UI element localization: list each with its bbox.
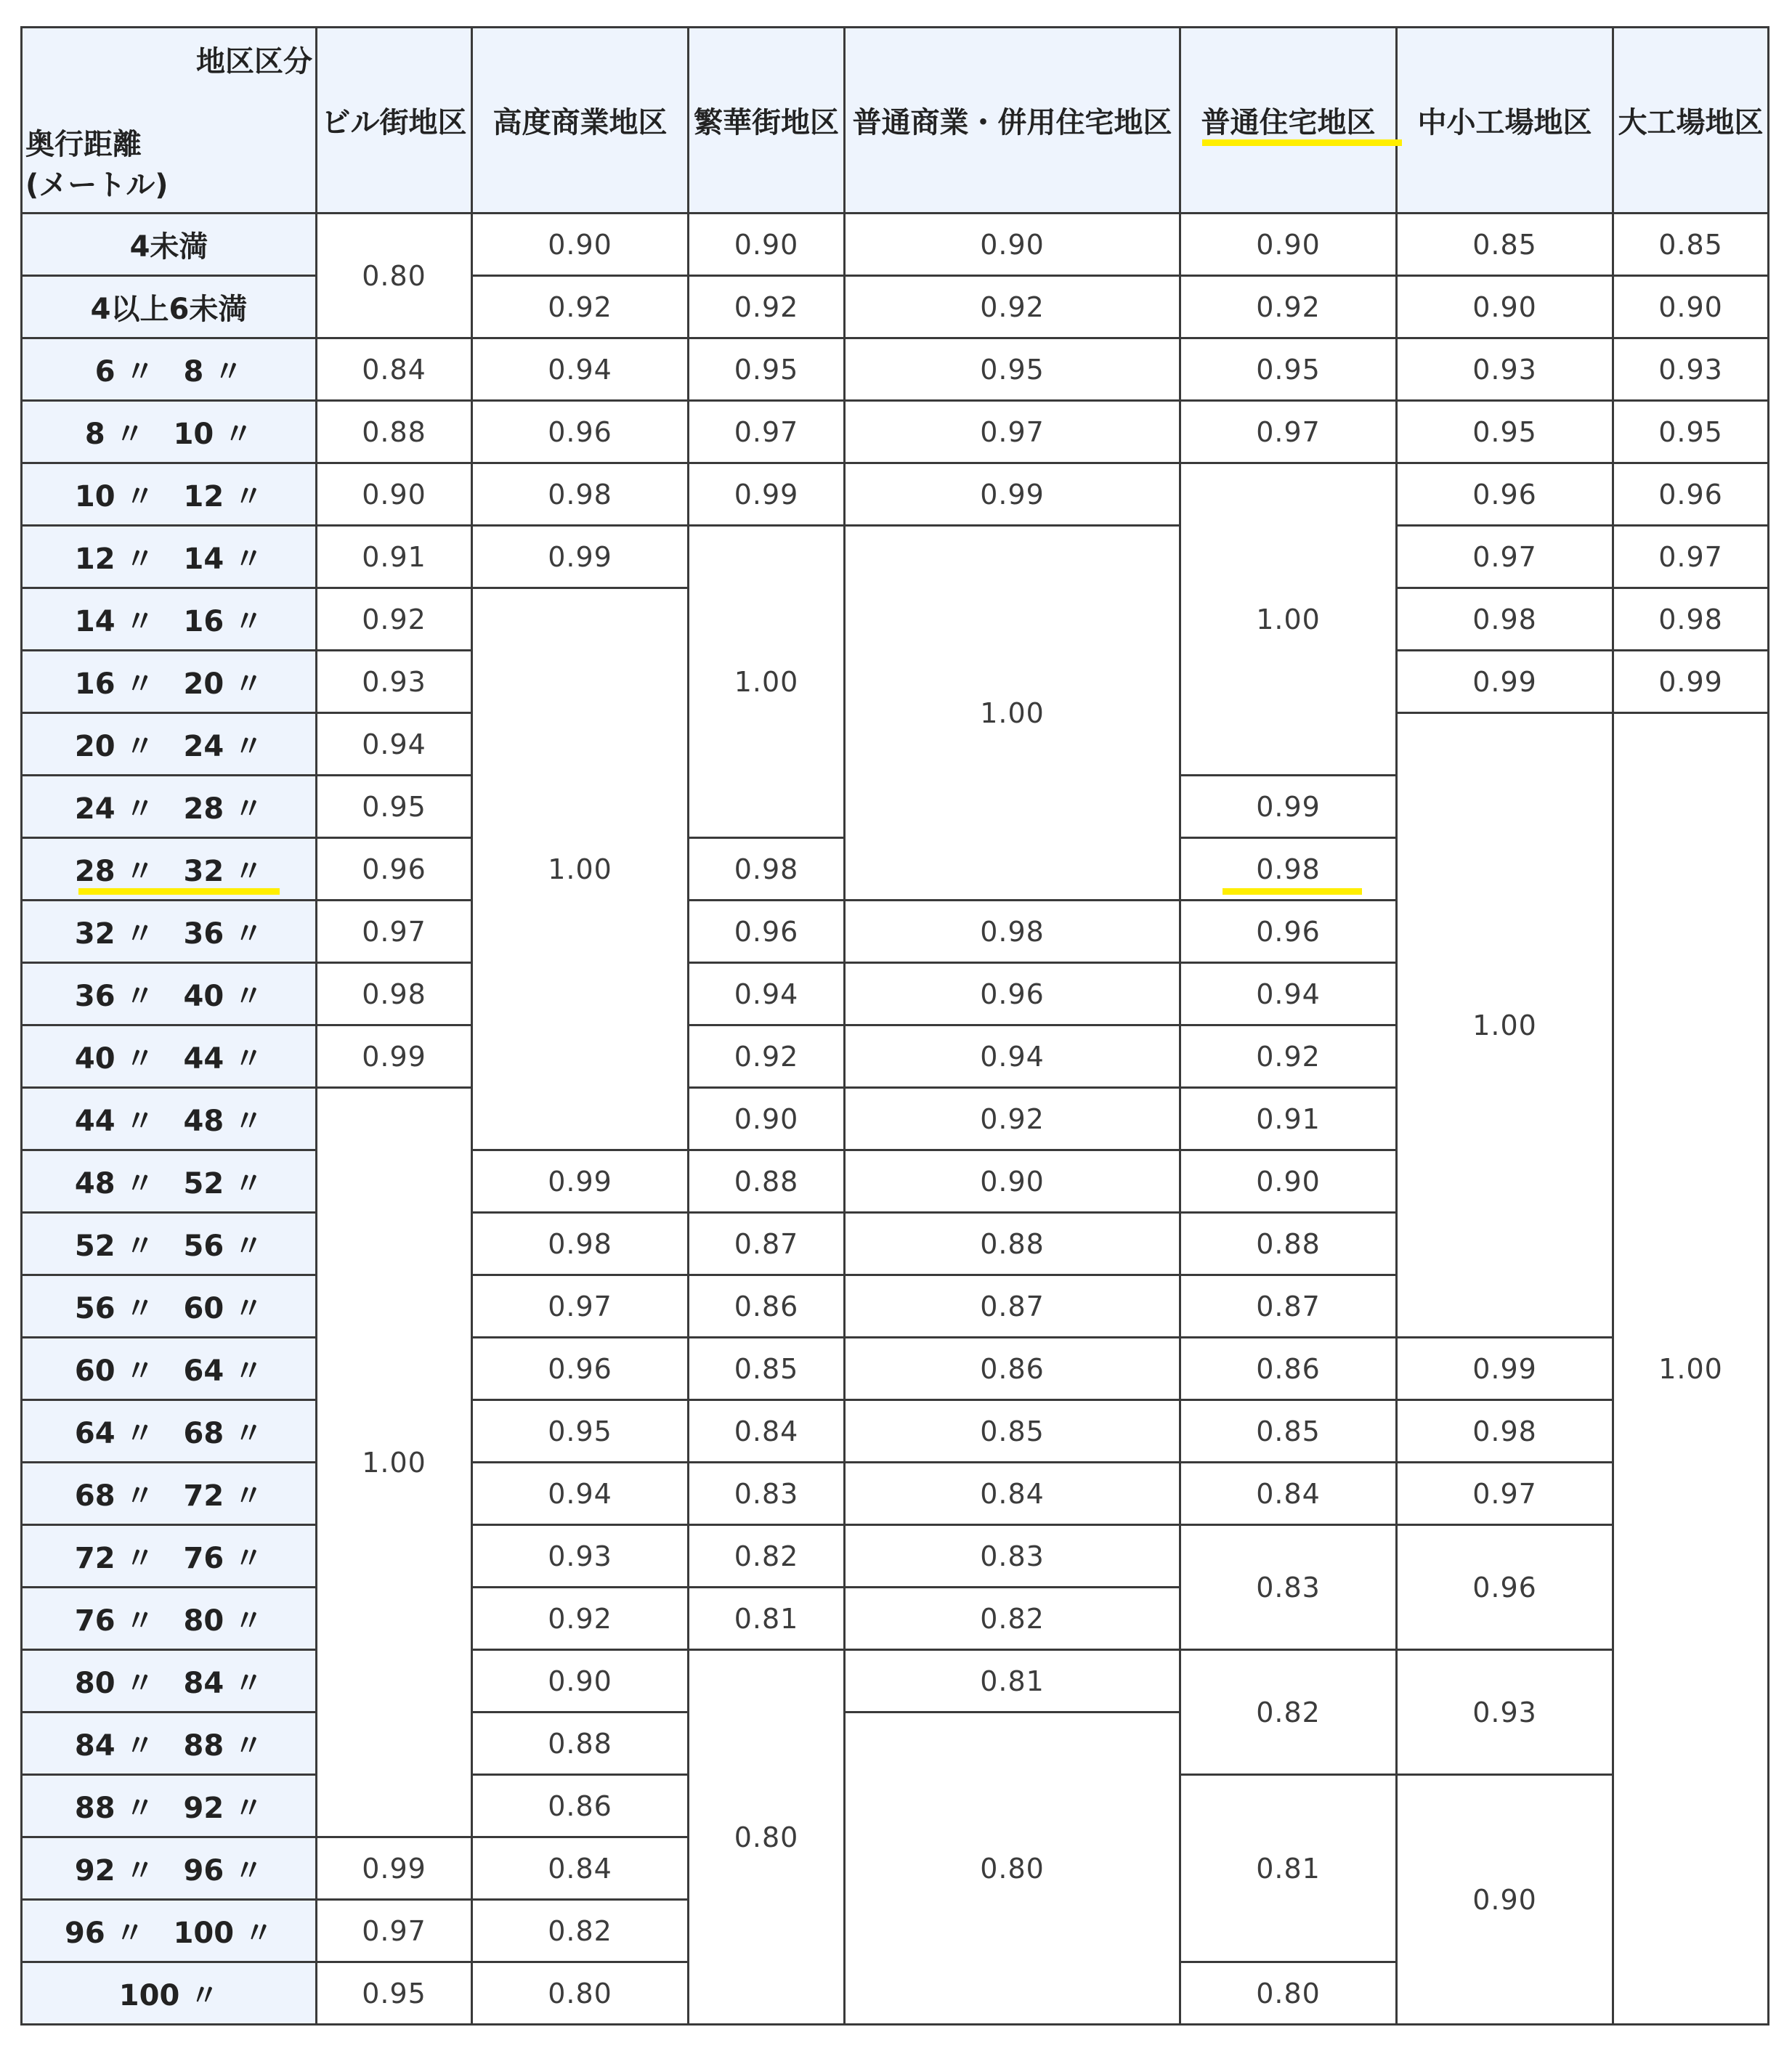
table-cell: 0.92 (689, 1025, 845, 1088)
table-cell: 0.92 (472, 276, 689, 338)
table-cell: 0.92 (845, 1088, 1180, 1150)
row-header: 16 〃 20 〃 (22, 651, 317, 713)
table-cell: 0.95 (1397, 401, 1613, 463)
col-header-ordinary-commercial-district: 普通商業・併用住宅地区 (845, 28, 1180, 214)
table-cell: 0.92 (472, 1588, 689, 1650)
table-cell: 0.90 (472, 1650, 689, 1712)
table-cell: 0.87 (845, 1275, 1180, 1338)
depth-adjustment-rate-table (20, 26, 1769, 2026)
table-cell: 0.85 (1180, 1400, 1397, 1463)
row-header: 100 〃 (22, 1962, 317, 2025)
table-cell: 0.99 (845, 463, 1180, 526)
row-header: 28 〃 32 〃 (22, 838, 317, 901)
table-cell: 0.95 (317, 1962, 472, 2025)
table-cell: 0.90 (317, 463, 472, 526)
table-cell: 0.93 (1397, 1650, 1613, 1775)
table-cell: 0.98 (472, 1213, 689, 1275)
table-cell: 0.97 (1397, 1463, 1613, 1525)
table-cell: 0.94 (472, 338, 689, 401)
table-cell: 0.88 (1180, 1213, 1397, 1275)
table-cell: 0.82 (1180, 1650, 1397, 1775)
table-cell: 0.81 (845, 1650, 1180, 1712)
table-cell: 0.94 (317, 713, 472, 776)
table-cell: 0.90 (845, 214, 1180, 276)
table-cell: 0.90 (1397, 1775, 1613, 2025)
row-header: 14 〃 16 〃 (22, 588, 317, 651)
table-cell: 1.00 (472, 588, 689, 1150)
col-header-small-factory-district: 中小工場地区 (1397, 28, 1613, 214)
corner-depth-label: 奥行距離 (25, 128, 142, 161)
highlight-underline-value-098 (1223, 888, 1362, 895)
row-header: 60 〃 64 〃 (22, 1338, 317, 1400)
table-cell: 0.82 (689, 1525, 845, 1588)
row-header: 24 〃 28 〃 (22, 776, 317, 838)
header-corner-cell (22, 28, 317, 214)
table-cell: 0.99 (1397, 651, 1613, 713)
table-row (22, 1400, 1769, 1463)
col-header-high-commercial-district: 高度商業地区 (472, 28, 689, 214)
table-cell: 0.98 (1397, 1400, 1613, 1463)
table-cell: 0.90 (689, 1088, 845, 1150)
table-cell: 0.93 (472, 1525, 689, 1588)
table-cell: 0.97 (1613, 526, 1769, 588)
row-header: 56 〃 60 〃 (22, 1275, 317, 1338)
table-row (22, 338, 1769, 401)
row-header: 44 〃 48 〃 (22, 1088, 317, 1150)
row-header: 4未満 (22, 214, 317, 276)
table-cell: 0.86 (845, 1338, 1180, 1400)
table-cell: 0.93 (1397, 338, 1613, 401)
row-header: 40 〃 44 〃 (22, 1025, 317, 1088)
table-cell: 0.90 (1397, 276, 1613, 338)
table-cell: 0.88 (317, 401, 472, 463)
table-cell: 0.98 (1180, 838, 1397, 901)
table-cell: 0.91 (317, 526, 472, 588)
table-cell: 0.80 (472, 1962, 689, 2025)
table-cell: 0.93 (317, 651, 472, 713)
table-cell: 0.95 (845, 338, 1180, 401)
table-cell: 1.00 (1613, 713, 1769, 2025)
row-header: 88 〃 92 〃 (22, 1775, 317, 1837)
table-cell: 0.85 (845, 1400, 1180, 1463)
table-cell: 0.92 (1180, 276, 1397, 338)
table-cell: 0.90 (845, 1150, 1180, 1213)
col-header-downtown-district: 繁華街地区 (689, 28, 845, 214)
table-cell: 0.97 (845, 401, 1180, 463)
table-cell: 0.90 (472, 214, 689, 276)
table-cell: 0.98 (1397, 588, 1613, 651)
table-cell: 0.86 (1180, 1338, 1397, 1400)
table-cell: 0.86 (689, 1275, 845, 1338)
table-cell: 0.94 (472, 1463, 689, 1525)
table-row (22, 1463, 1769, 1525)
table-cell: 1.00 (845, 526, 1180, 901)
table-cell: 0.83 (845, 1525, 1180, 1588)
table-cell: 0.94 (689, 963, 845, 1025)
table-cell: 0.94 (845, 1025, 1180, 1088)
table-cell: 0.90 (1180, 1150, 1397, 1213)
depth-adjustment-table-container (20, 26, 1769, 2026)
table-cell: 0.84 (317, 338, 472, 401)
table-cell: 0.97 (472, 1275, 689, 1338)
table-cell: 0.84 (472, 1837, 689, 1900)
table-cell: 0.88 (472, 1712, 689, 1775)
table-cell: 0.97 (689, 401, 845, 463)
table-cell: 0.87 (689, 1213, 845, 1275)
table-cell: 0.85 (1397, 214, 1613, 276)
corner-unit-label: (メートル) (25, 168, 169, 202)
highlight-underline-residential-header (1202, 139, 1402, 146)
table-cell: 0.97 (1180, 401, 1397, 463)
row-header: 32 〃 36 〃 (22, 901, 317, 963)
row-header: 68 〃 72 〃 (22, 1463, 317, 1525)
row-header: 96 〃 100 〃 (22, 1900, 317, 1962)
table-cell: 0.97 (1397, 526, 1613, 588)
table-cell: 0.96 (472, 401, 689, 463)
table-cell: 0.99 (317, 1025, 472, 1088)
table-cell: 0.98 (845, 901, 1180, 963)
table-cell: 0.88 (845, 1213, 1180, 1275)
col-header-ordinary-residential-district: 普通住宅地区 (1180, 28, 1397, 214)
row-header: 8 〃 10 〃 (22, 401, 317, 463)
table-cell: 0.94 (1180, 963, 1397, 1025)
row-header: 10 〃 12 〃 (22, 463, 317, 526)
table-cell: 1.00 (317, 1088, 472, 1837)
table-cell: 0.99 (317, 1837, 472, 1900)
table-cell: 0.95 (689, 338, 845, 401)
table-cell: 0.95 (472, 1400, 689, 1463)
table-cell: 0.91 (1180, 1088, 1397, 1150)
table-cell: 0.90 (1613, 276, 1769, 338)
table-cell: 0.84 (1180, 1463, 1397, 1525)
table-cell: 0.88 (689, 1150, 845, 1213)
table-cell: 0.95 (1180, 338, 1397, 401)
table-cell: 0.98 (689, 838, 845, 901)
row-header: 52 〃 56 〃 (22, 1213, 317, 1275)
table-cell: 0.84 (689, 1400, 845, 1463)
table-cell: 0.80 (845, 1712, 1180, 2025)
table-cell: 0.99 (1180, 776, 1397, 838)
row-header: 76 〃 80 〃 (22, 1588, 317, 1650)
table-cell: 0.98 (317, 963, 472, 1025)
table-row (22, 1650, 1769, 1712)
table-row (22, 214, 1769, 276)
table-cell: 0.85 (1613, 214, 1769, 276)
table-row (22, 1525, 1769, 1588)
table-cell: 0.99 (1613, 651, 1769, 713)
row-header: 6 〃 8 〃 (22, 338, 317, 401)
table-cell: 0.83 (1180, 1525, 1397, 1650)
row-header: 48 〃 52 〃 (22, 1150, 317, 1213)
row-header: 20 〃 24 〃 (22, 713, 317, 776)
table-cell: 0.96 (1613, 463, 1769, 526)
table-cell: 0.99 (689, 463, 845, 526)
row-header: 92 〃 96 〃 (22, 1837, 317, 1900)
row-header: 64 〃 68 〃 (22, 1400, 317, 1463)
table-cell: 0.80 (1180, 1962, 1397, 2025)
table-cell: 1.00 (689, 526, 845, 838)
table-row (22, 526, 1769, 588)
table-cell: 0.92 (1180, 1025, 1397, 1088)
table-cell: 0.97 (317, 1900, 472, 1962)
table-cell: 0.96 (1180, 901, 1397, 963)
table-cell: 0.96 (472, 1338, 689, 1400)
table-cell: 0.83 (689, 1463, 845, 1525)
table-cell: 0.96 (845, 963, 1180, 1025)
row-header: 4以上6未満 (22, 276, 317, 338)
table-cell: 1.00 (1397, 713, 1613, 1338)
row-header: 80 〃 84 〃 (22, 1650, 317, 1712)
table-cell: 0.97 (317, 901, 472, 963)
table-cell: 0.80 (689, 1650, 845, 2025)
table-cell: 0.95 (317, 776, 472, 838)
table-row (22, 463, 1769, 526)
table-cell: 0.99 (472, 1150, 689, 1213)
table-cell: 0.98 (1613, 588, 1769, 651)
row-header: 72 〃 76 〃 (22, 1525, 317, 1588)
table-cell: 0.93 (1613, 338, 1769, 401)
table-cell: 0.85 (689, 1338, 845, 1400)
corner-district-label: 地区区分 (196, 45, 312, 78)
table-cell: 0.86 (472, 1775, 689, 1837)
table-cell: 0.90 (689, 214, 845, 276)
table-cell: 0.84 (845, 1463, 1180, 1525)
table-cell: 0.96 (1397, 463, 1613, 526)
table-cell: 0.98 (472, 463, 689, 526)
table-row (22, 1338, 1769, 1400)
col-header-large-factory-district: 大工場地区 (1613, 28, 1769, 214)
row-header: 36 〃 40 〃 (22, 963, 317, 1025)
table-cell: 0.92 (689, 276, 845, 338)
table-cell: 0.92 (845, 276, 1180, 338)
highlight-underline-row-28-32 (78, 888, 280, 895)
table-cell: 0.96 (689, 901, 845, 963)
table-cell: 0.92 (317, 588, 472, 651)
table-row (22, 401, 1769, 463)
table-cell: 0.82 (472, 1900, 689, 1962)
row-header: 12 〃 14 〃 (22, 526, 317, 588)
table-cell: 0.96 (317, 838, 472, 901)
table-cell: 0.99 (1397, 1338, 1613, 1400)
table-cell: 0.80 (317, 214, 472, 338)
table-cell: 0.82 (845, 1588, 1180, 1650)
table-cell: 0.87 (1180, 1275, 1397, 1338)
table-cell: 1.00 (1180, 463, 1397, 776)
header-row (22, 28, 1769, 214)
table-row (22, 276, 1769, 338)
table-cell: 0.96 (1397, 1525, 1613, 1650)
table-cell: 0.95 (1613, 401, 1769, 463)
row-header: 84 〃 88 〃 (22, 1712, 317, 1775)
col-header-building-district: ビル街地区 (317, 28, 472, 214)
table-cell: 0.81 (689, 1588, 845, 1650)
table-cell: 0.90 (1180, 214, 1397, 276)
table-cell: 0.81 (1180, 1775, 1397, 1962)
table-cell: 0.99 (472, 526, 689, 588)
